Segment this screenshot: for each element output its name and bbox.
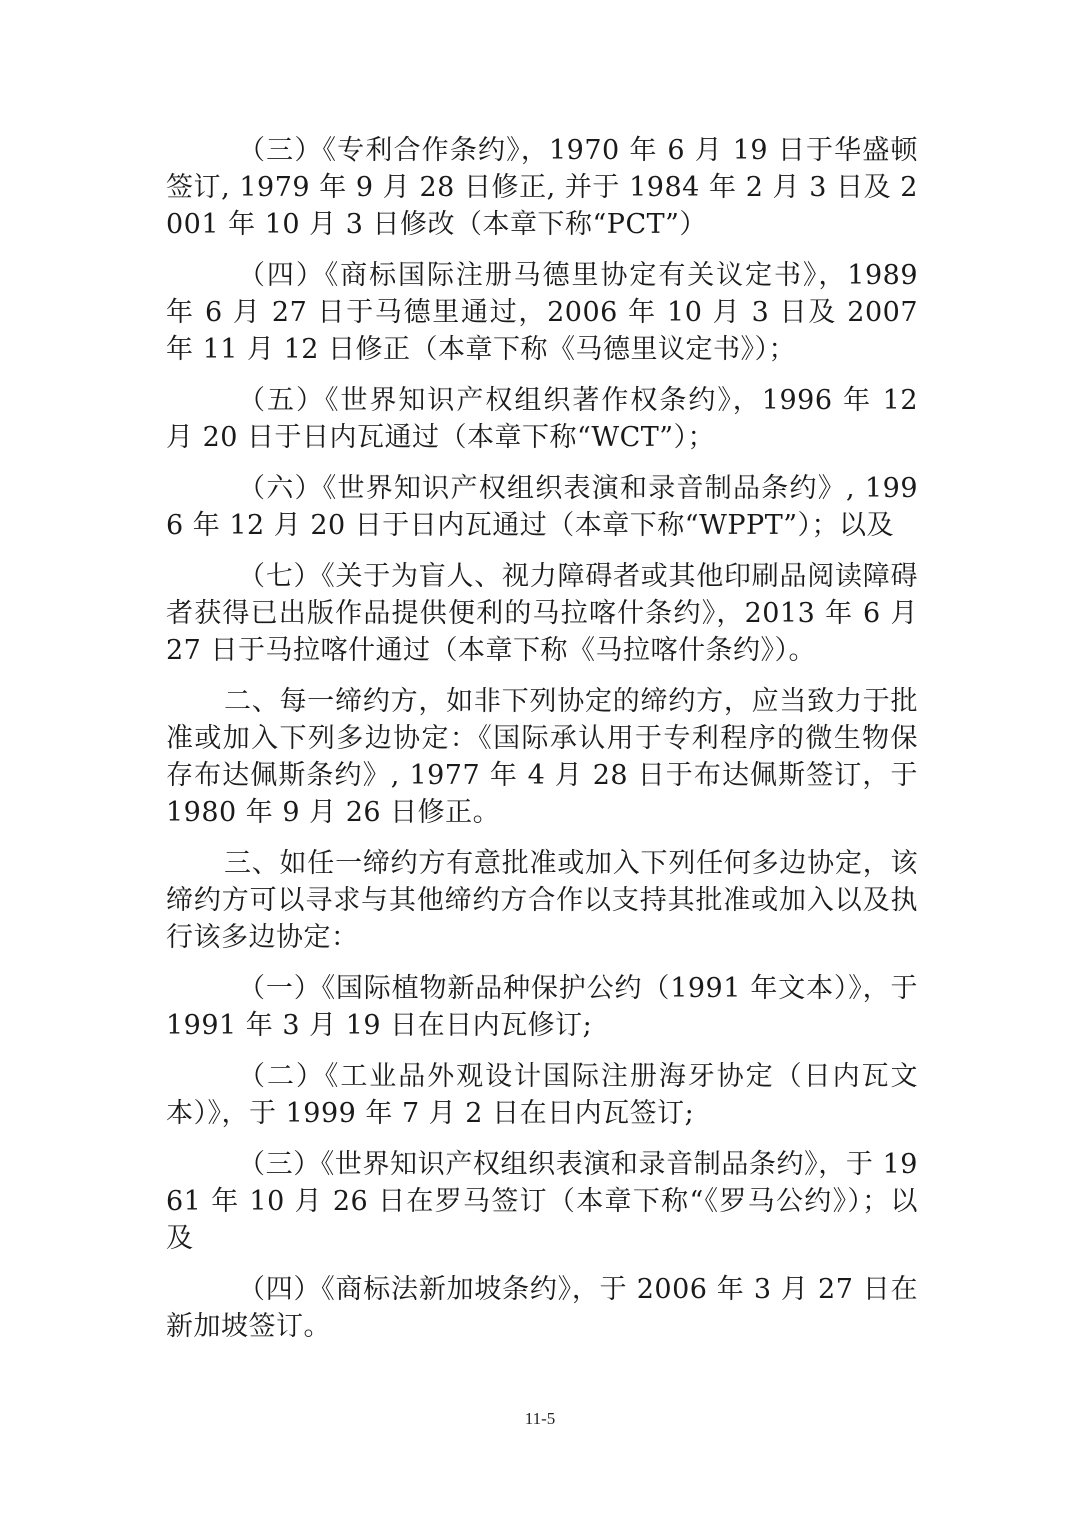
paragraph-item-3-pct: （三）《专利合作条约》，1970 年 6 月 19 日于华盛顿签订, 1979 年 9 月 28 日修正, 并于 1984 年 2 月 3 日及 2001 年 10 月 3 日修改（本章下称“PCT”） [166,135,918,240]
paragraph-item-1-upov: （一）《国际植物新品种保护公约（1991 年文本）》，于 1991 年 3 月 19 日在日内瓦修订; [166,973,918,1041]
paragraph-item-5-wct: （五）《世界知识产权组织著作权条约》，1996 年 12 月 20 日于日内瓦通过（本章下称“WCT”）； [166,385,918,453]
document-body [166,132,918,1359]
paragraph-item-4-singapore: （四）《商标法新加坡条约》，于 2006 年 3 月 27 日在新加坡签订。 [166,1274,918,1342]
page-number: 11-5 [524,1409,556,1428]
paragraph-item-6-wppt: （六）《世界知识产权组织表演和录音制品条约》, 1996 年 12 月 20 日于日内瓦通过（本章下称“WPPT”）；以及 [166,473,918,541]
paragraph-section-3-intro: 三、如任一缔约方有意批准或加入下列任何多边协定，该缔约方可以寻求与其他缔约方合作以支持其批准或加入以及执行该多边协定： [166,848,918,953]
paragraph-section-2-budapest: 二、每一缔约方，如非下列协定的缔约方，应当致力于批准或加入下列多边协定：《国际承认用于专利程序的微生物保存布达佩斯条约》, 1977 年 4 月 28 日于布达佩斯签订，于 1980 年 9 月 26 日修正。 [166,686,918,828]
paragraph-item-2-hague: （二）《工业品外观设计国际注册海牙协定（日内瓦文本）》，于 1999 年 7 月 2 日在日内瓦签订; [166,1061,918,1129]
paragraph-item-3-rome: （三）《世界知识产权组织表演和录音制品条约》，于 1961 年 10 月 26 日在罗马签订（本章下称“《罗马公约》）；以及 [166,1149,918,1254]
paragraph-item-4-madrid-protocol: （四）《商标国际注册马德里协定有关议定书》，1989 年 6 月 27 日于马德里通过，2006 年 10 月 3 日及 2007 年 11 月 12 日修正（本章下称《马德里议定书》）； [166,260,918,365]
paragraph-item-7-marrakesh: （七）《关于为盲人、视力障碍者或其他印刷品阅读障碍者获得已出版作品提供便利的马拉喀什条约》，2013 年 6 月 27 日于马拉喀什通过（本章下称《马拉喀什条约》）。 [166,561,918,666]
